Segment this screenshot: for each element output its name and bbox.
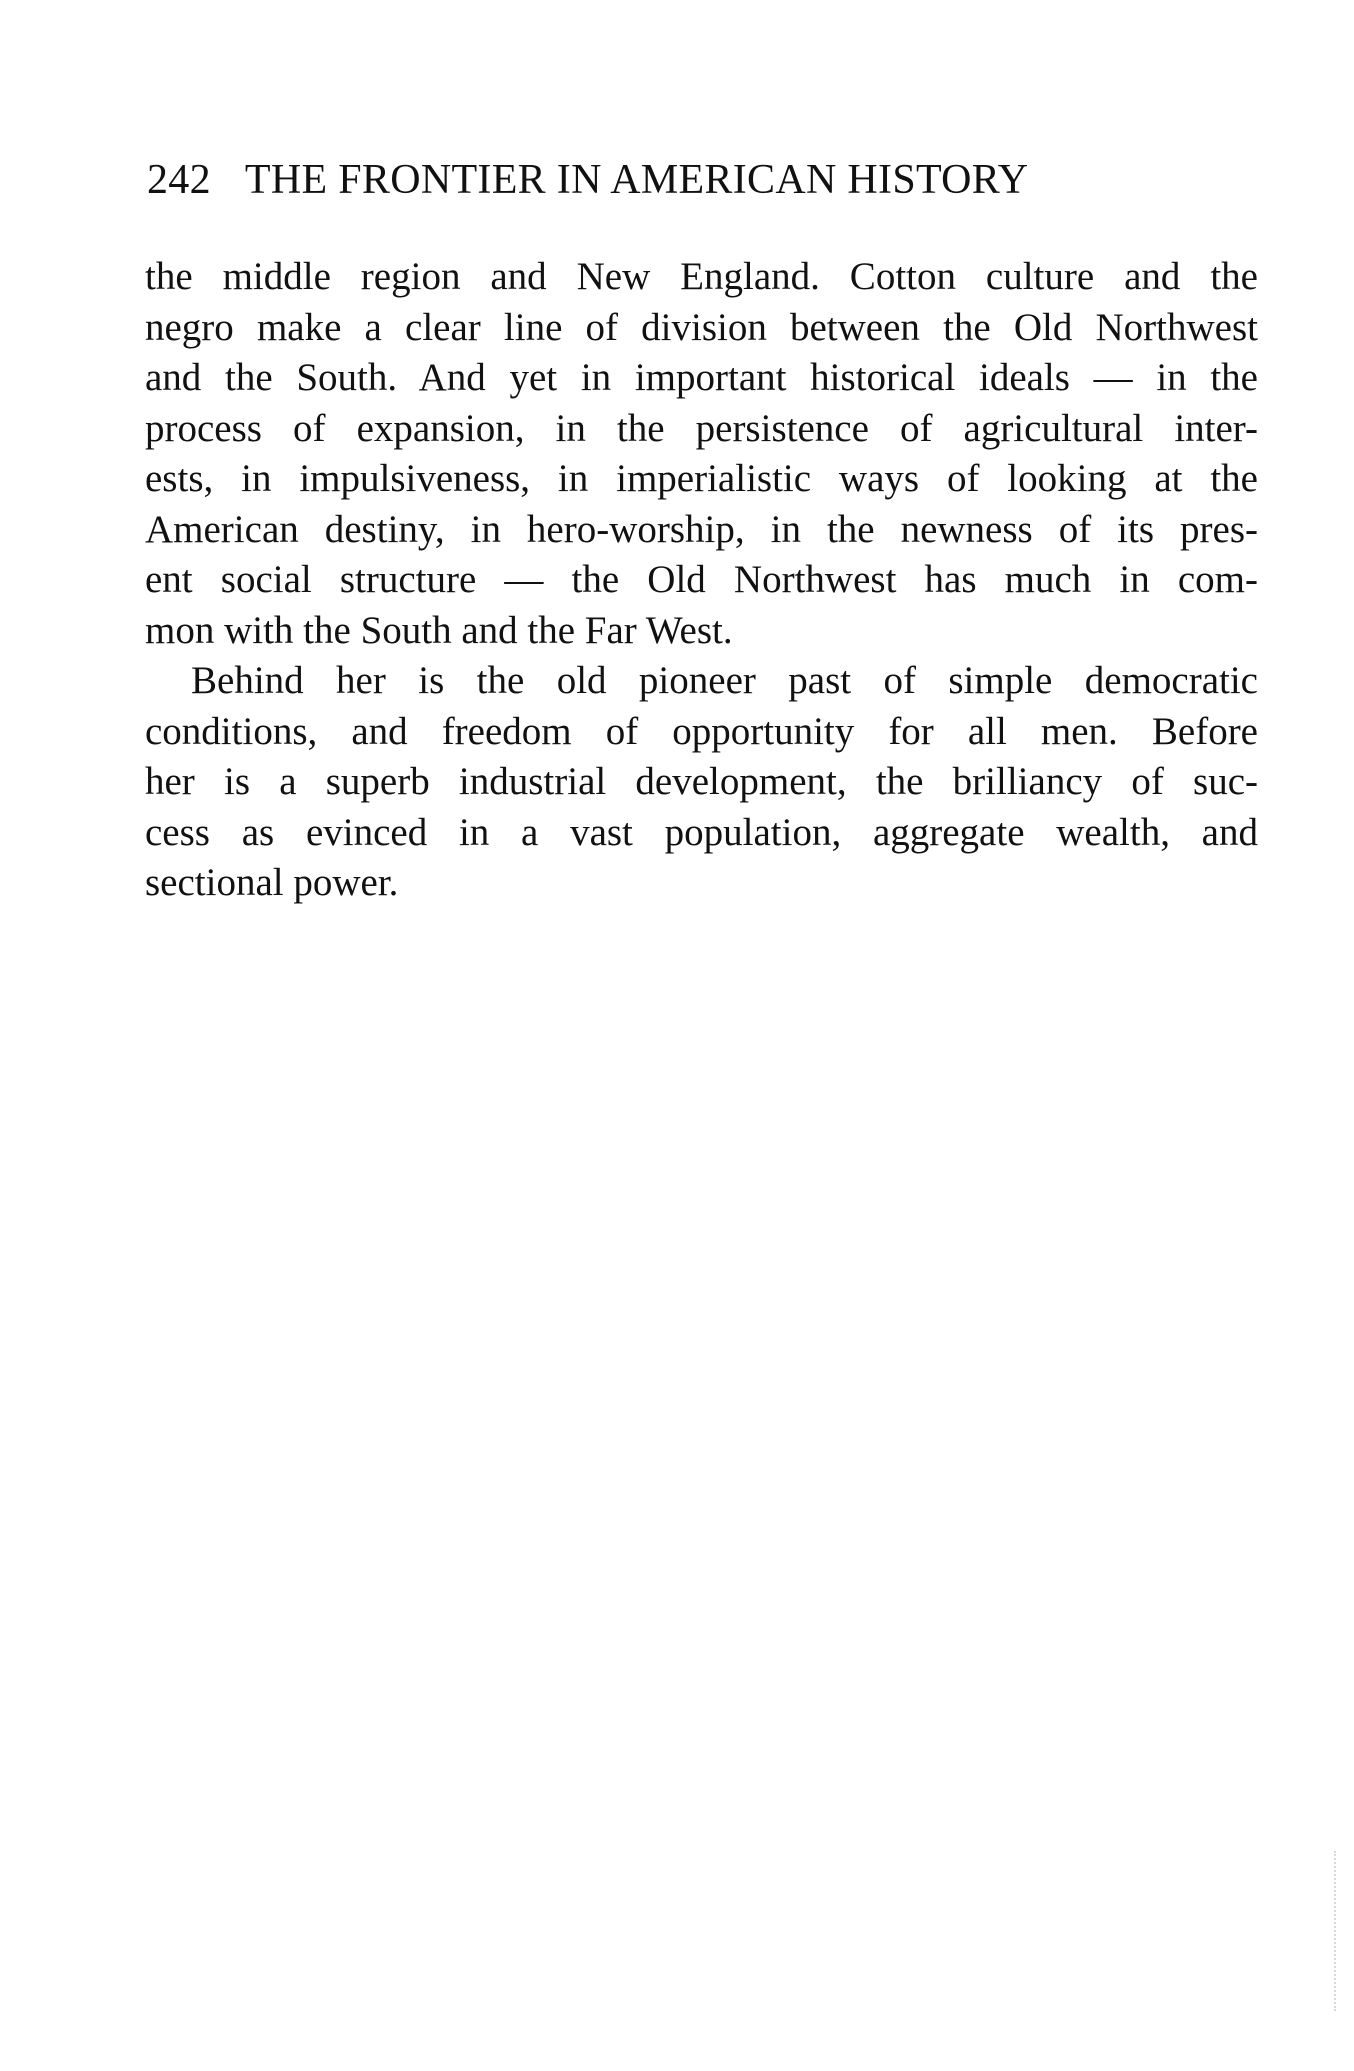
page-number: 242 [147,157,211,203]
text-line: Behind her is the old pioneer past of simple democratic [191,659,1258,702]
text-line: cess as evinced in a vast population, aggregate wealth, and [145,810,1258,854]
text-line: sectional power. [145,861,399,904]
text-line: American destiny, in hero-worship, in the newness of its pres- [145,507,1258,551]
paragraph-1 [145,252,1258,656]
text-line: mon with the South and the Far West. [145,608,733,652]
text-line: and the South. And yet in important historical ideals — in the [145,356,1258,399]
paragraph-2 [145,656,1258,909]
text-line: negro make a clear line of division between the Old Northwest [145,305,1258,349]
text-line: ests, in impulsiveness, in imperialistic ways of looking at the [145,457,1258,500]
text-line: process of expansion, in the persistence of agricultural inter- [145,406,1258,450]
text-line: ent social structure — the Old Northwest has much in com- [145,558,1258,601]
scan-edge-mark [1334,1851,1340,2011]
text-line: conditions, and freedom of opportunity for all men. Before [145,709,1258,753]
running-title: THE FRONTIER IN AMERICAN HISTORY [244,157,1029,203]
text-line: her is a superb industrial development, the brilliancy of suc- [145,760,1258,803]
text-line: the middle region and New England. Cotton culture and the [145,255,1258,298]
body-text [145,252,1258,909]
running-head [147,150,1127,210]
